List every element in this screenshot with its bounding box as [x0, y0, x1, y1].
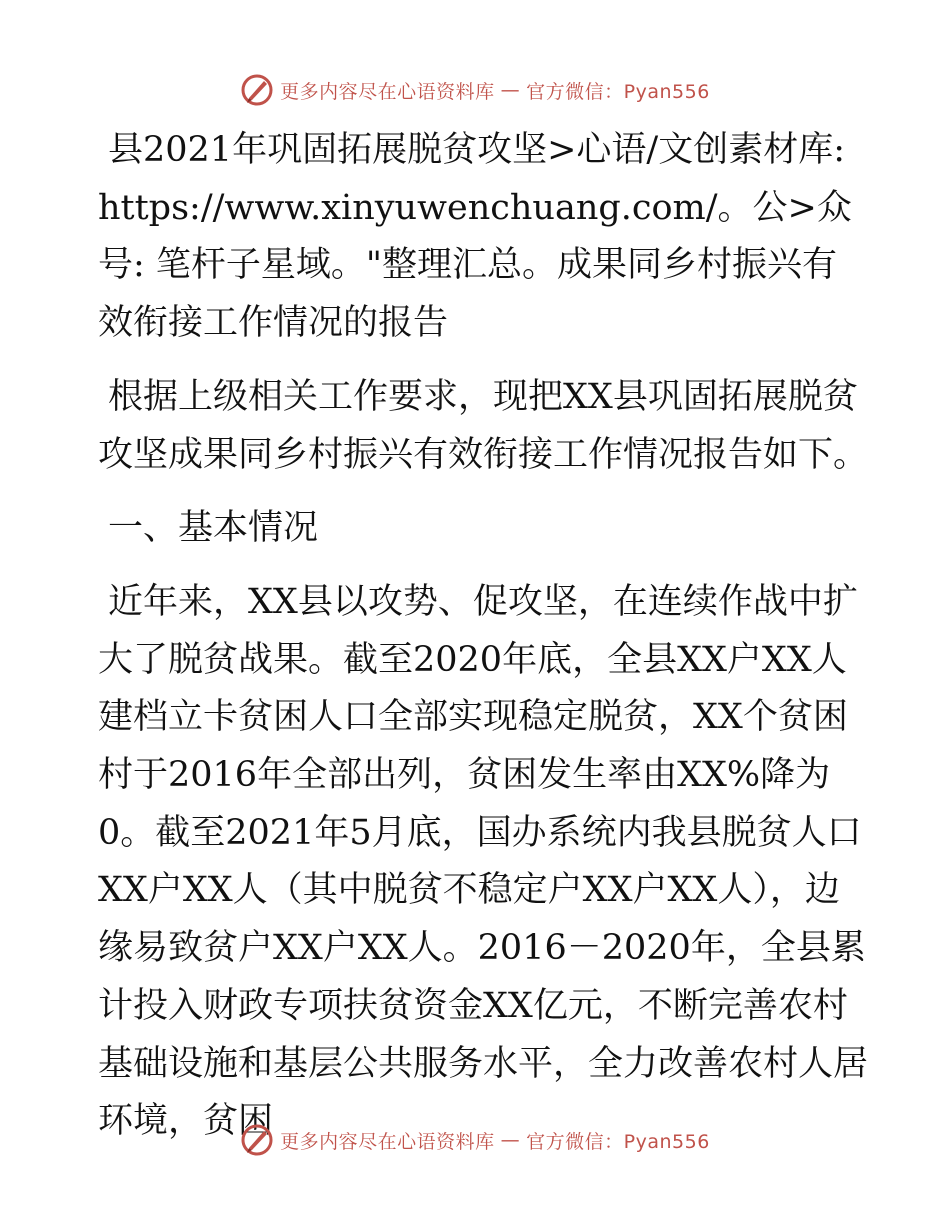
header-separator: —	[500, 79, 521, 101]
footer-brand-text: 更多内容尽在心语资料库	[280, 1130, 495, 1153]
footer-contact-text: 官方微信：Pyan556	[526, 1130, 710, 1153]
quill-pen-logo-icon	[240, 73, 274, 107]
intro-paragraph: 根据上级相关工作要求，现把XX县巩固拓展脱贫攻坚成果同乡村振兴有效衔接工作情况报告如下。	[98, 376, 869, 475]
document-title: 县2021年巩固拓展脱贫攻坚>心语/文创素材库: https://www.xinyuwenchuang.com/。公>众号: 笔杆子星域。"整理汇总。成果同乡村振兴有效衔接工作情况的报告	[98, 130, 852, 344]
document-body	[98, 122, 868, 1151]
section-heading-basic-situation: 一、基本情况	[108, 508, 319, 549]
section-body-paragraph: 近年来，XX县以攻势、促攻坚，在连续作战中扩大了脱贫战果。截至2020年底，全县XX户XX人建档立卡贫困人口全部实现稳定脱贫，XX个贫困村于2016年全部出列，贫困发生率由XX%降为0。截至2021年5月底，国办系统内我县脱贫人口XX户XX人（其中脱贫不稳定户XX户XX人），边缘易致贫户XX户XX人。2016－2020年，全县累计投入财政专项扶贫资金XX亿元，不断完善农村基础设施和基层公共服务水平，全力改善农村人居环境，贫困	[98, 581, 869, 1142]
page-header-watermark	[0, 70, 950, 110]
quill-pen-logo-icon	[240, 1123, 274, 1157]
footer-separator: —	[500, 1129, 521, 1151]
header-brand-text: 更多内容尽在心语资料库	[280, 80, 495, 103]
page-footer-watermark	[0, 1120, 950, 1160]
header-contact-text: 官方微信：Pyan556	[526, 80, 710, 103]
